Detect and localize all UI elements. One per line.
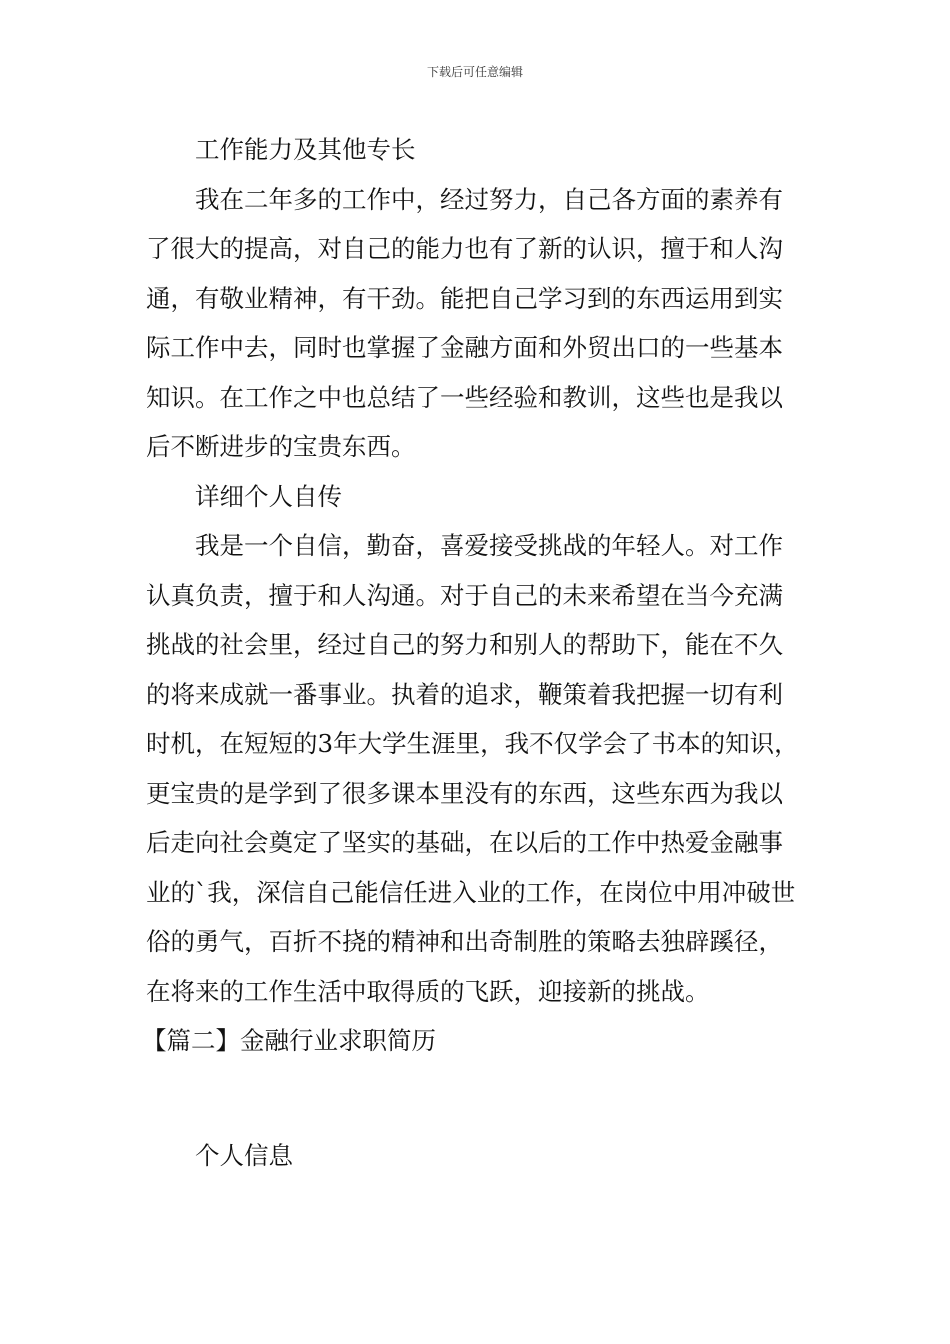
section-heading-personal-info: 个人信息 [195, 1141, 293, 1170]
paragraph-autobiography: 我是一个自信，勤奋，喜爱接受挑战的年轻人。对工作认真负责，擅于和人沟通。对于自己的未来希望在当今充满挑战的社会里，经过自己的努力和别人的帮助下，能在不久的将来成就一番事业。执着的追求，鞭策着我把握一切有利时机，在短短的3年大学生涯里，我不仅学会了书本的知识，更宝贵的是学到了很多课本里没有的东西，这些东西为我以后走向社会奠定了坚实的基础，在以后的工作中热爱金融事业的`我，深信自己能信任进入业的工作，在岗位中用冲破世俗的勇气，百折不挠的精神和出奇制胜的策略去独辟蹊径，在将来的工作生活中取得质的飞跃，迎接新的挑战。 [146, 531, 799, 1006]
section-heading-autobiography: 详细个人自传 [195, 481, 342, 511]
blank-line [146, 1066, 806, 1116]
page-header-note: 下载后可任意编辑 [426, 65, 523, 79]
document-body [142, 125, 806, 1181]
paragraph-skills: 我在二年多的工作中，经过努力，自己各方面的素养有了很大的提高，对自己的能力也有了新的认识，擅于和人沟通，有敬业精神，有干劲。能把自己学习到的东西运用到实际工作中去，同时也掌握了金融方面和外贸出口的一些基本知识。在工作之中也总结了一些经验和教训，这些也是我以后不断进步的宝贵东西。 [146, 184, 783, 461]
section-heading-skills: 工作能力及其他专长 [195, 135, 416, 164]
part-title: 【篇二】金融行业求职简历 [142, 1026, 436, 1055]
